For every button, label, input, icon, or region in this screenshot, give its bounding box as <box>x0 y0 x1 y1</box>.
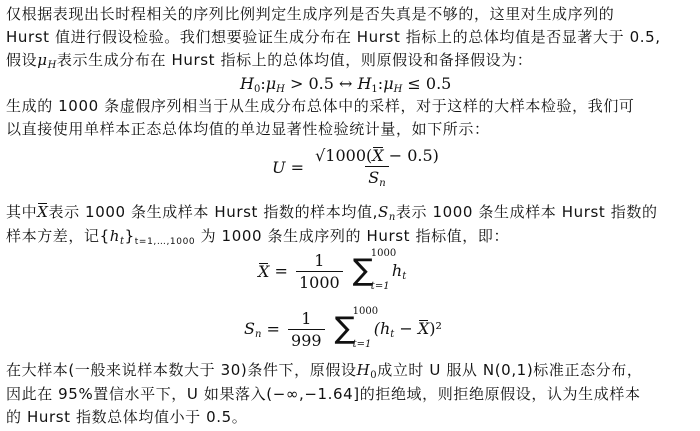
para3-line1: 其中X表示 1000 条生成样本 Hurst 指数的样本均值$,S_n$表示 1000 条生成样本 Hurst 指数的 <box>6 203 658 223</box>
para4-line3: 的 Hurst 指数总体均值小于 0.5。 <box>6 408 248 426</box>
u-statistic-formula: U = $\frac{√1000(X - 0.5)}{S_n}$ <box>272 146 439 189</box>
para2-line1: 生成的 1000 条虚假序列相当于从生成分布总体中的采样，对于这样的大样本检验，我们可 <box>6 97 635 115</box>
para4-line2: 因此在 95%置信水平下，U 如果落入(−∞,−1.64]的拒绝域，则拒绝原假设，认为生成样本 <box>6 385 641 403</box>
para1-line3 <box>6 50 532 76</box>
para3-line2: 样本方差，记$\{h_t\}_{t=1,\dots,1000}$ 为 1000 条生成序列的 Hurst 指标值，即： <box>6 227 510 247</box>
para4-line1: 在大样本(一般来说样本数大于 30)条件下，原假设$H_0$成立时 U 服从 N(0,1)标准正态分布， <box>6 361 643 381</box>
para1-line1: 仅根据表现出长时程相关的序列比例判定生成序列是否失真是不够的，这里对生成序列的 <box>6 5 615 23</box>
para1-line3-prefix: 假设 <box>6 51 38 69</box>
para1-line2: Hurst 值进行假设检验。我们想要验证生成分布在 Hurst 指标上的总体均值是否显著大于 0.5, <box>6 28 661 46</box>
para2-line2: 以直接使用单样本正态总体均值的单边显著性检验统计量，如下所示： <box>6 120 490 138</box>
hypothesis-formula: $H_0:\mu_H > 0.5$ ↔ $H_1:\mu_H \le 0.5$ <box>240 74 452 95</box>
sum-symbol: ∑ <box>352 253 374 288</box>
sample-mean-formula: X = $\frac{1}{1000}$ ∑ 1000 t=1 $h_t$ <box>258 248 407 292</box>
sample-variance-formula: $S_n$ = $\frac{1}{999}$ ∑ 1000 t=1 $(h_t - X)^2$ <box>244 306 442 350</box>
sum-symbol: ∑ <box>334 311 355 346</box>
mu-symbol: $\mu_H$ <box>37 51 57 71</box>
para1-line3-suffix: 表示生成分布在 Hurst 指标上的总体均值，则原假设和备择假设为： <box>56 51 533 69</box>
